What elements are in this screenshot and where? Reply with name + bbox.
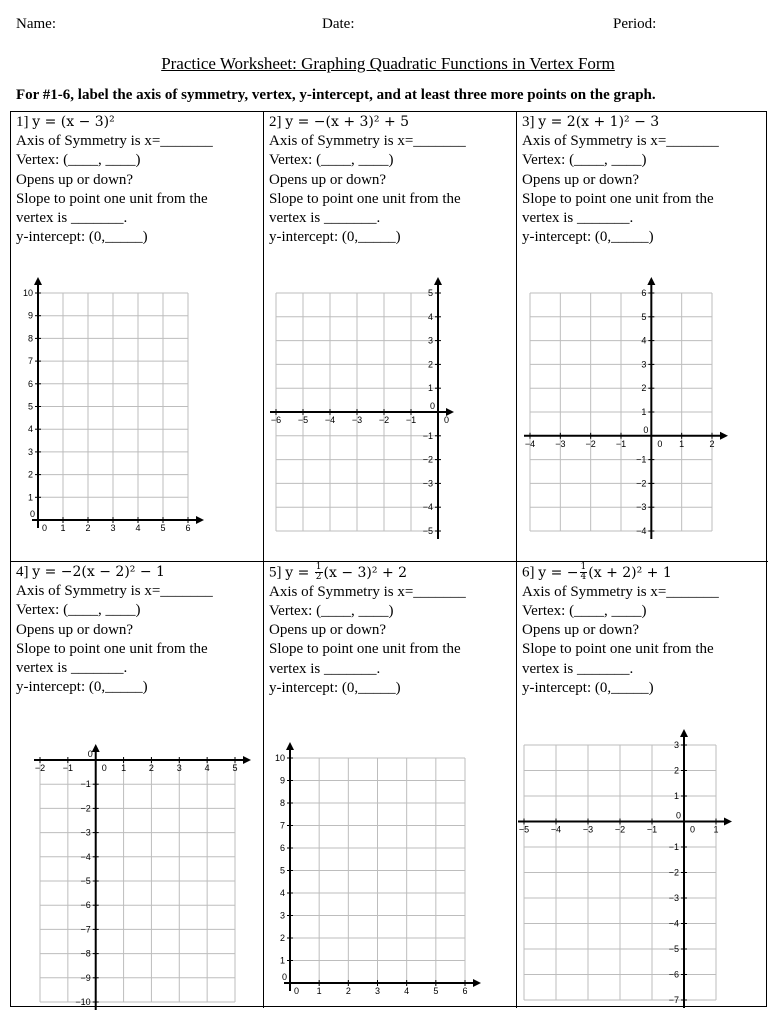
problem-4-line-6: y-intercept: (0,_____)	[16, 679, 148, 696]
x-tick-label: −4	[324, 415, 336, 425]
problem-3-line-5: vertex is _______.	[522, 210, 634, 227]
x-tick-label: 1	[679, 438, 685, 449]
y-tick-label: 4	[427, 311, 433, 322]
x-tick-label: 6	[462, 986, 468, 996]
x-tick-label: 2	[345, 986, 351, 996]
y-tick-label: 2	[27, 469, 33, 480]
name-label: Name:	[16, 16, 56, 32]
coordinate-grid-2	[256, 273, 458, 551]
y-tick-label: 5	[27, 401, 33, 412]
y-tick-label: 4	[641, 335, 647, 346]
y-tick-label: 10	[22, 288, 33, 298]
y-tick-label: 4	[279, 888, 285, 898]
y-axis-arrow	[680, 729, 688, 737]
y-tick-label: 9	[279, 775, 285, 786]
instructions: For #1-6, label the axis of symmetry, vertex, y-intercept, and at least three more points on the graph.	[16, 87, 656, 103]
problem-1-line-4: Slope to point one unit from the	[16, 190, 208, 207]
x-tick-label: 0	[294, 986, 300, 996]
problem-2-line-4: Slope to point one unit from the	[269, 190, 461, 207]
y-tick-label: −3	[636, 502, 647, 513]
x-tick-label: 0	[690, 824, 696, 835]
x-tick-label: 3	[176, 763, 182, 773]
problem-2-equation: 2] y = −(x + 3)² + 5	[269, 114, 410, 130]
x-tick-label: 5	[433, 986, 439, 996]
problem-6-line-3: Opens up or down?	[522, 622, 640, 639]
problem-5-line-3: Opens up or down?	[269, 622, 387, 639]
y-tick-label: −3	[80, 827, 91, 838]
x-tick-label: −5	[518, 824, 530, 835]
date-label: Date:	[322, 16, 355, 32]
x-tick-label: 3	[374, 986, 381, 996]
x-tick-label: −2	[378, 415, 390, 425]
x-tick-label: 0	[101, 763, 107, 773]
y-axis-arrow	[647, 277, 655, 285]
problem-1-line-1: Axis of Symmetry is x=_______	[16, 133, 213, 150]
y-tick-label: 6	[279, 843, 285, 853]
problem-3-line-2: Vertex: (____, ____)	[522, 152, 647, 169]
problem-4-text	[16, 563, 213, 697]
problem-3-line-3: Opens up or down?	[522, 171, 640, 188]
x-tick-label: 0	[444, 415, 450, 425]
y-tick-label: −7	[80, 924, 91, 935]
problem-3-text	[522, 113, 719, 247]
x-axis-arrow	[243, 756, 251, 764]
y-tick-label: −1	[80, 779, 91, 790]
y-tick-label: 2	[673, 765, 679, 776]
y-tick-label: −4	[80, 851, 91, 862]
y-tick-label: −1	[422, 430, 433, 441]
x-tick-label: 0	[42, 523, 48, 533]
x-tick-label: −5	[297, 415, 309, 425]
x-tick-label: 4	[204, 763, 210, 773]
x-tick-label: −1	[615, 438, 627, 449]
problem-4-line-4: Slope to point one unit from the	[16, 640, 208, 657]
x-tick-label: −3	[582, 824, 594, 835]
x-tick-label: −4	[550, 824, 562, 835]
y-tick-label: 0	[87, 749, 93, 759]
y-tick-label: 1	[27, 492, 33, 503]
y-tick-label: −9	[80, 972, 91, 983]
x-tick-label: 2	[85, 523, 91, 533]
y-tick-label: −4	[422, 502, 433, 513]
x-tick-label: 0	[657, 438, 663, 449]
y-tick-label: −8	[80, 948, 91, 959]
y-tick-label: 5	[641, 311, 647, 322]
y-tick-label: −2	[80, 803, 91, 814]
problem-4-line-5: vertex is _______.	[16, 660, 128, 677]
y-axis-arrow	[434, 277, 442, 285]
x-axis-arrow	[196, 516, 204, 524]
y-tick-label: 1	[673, 791, 679, 801]
x-tick-label: 2	[148, 763, 154, 773]
y-tick-label: 7	[27, 356, 33, 367]
problem-2-text	[269, 113, 466, 247]
x-tick-label: −6	[270, 415, 282, 425]
problem-6-text	[522, 563, 719, 698]
y-tick-label: 0	[281, 972, 287, 982]
problem-6-line-1: Axis of Symmetry is x=_______	[522, 583, 719, 600]
problem-5-line-6: y-intercept: (0,_____)	[269, 679, 401, 696]
y-tick-label: −1	[668, 842, 679, 852]
y-tick-label: 0	[429, 401, 435, 411]
y-tick-label: −4	[636, 526, 647, 536]
y-tick-label: 0	[675, 810, 681, 821]
problem-6-line-4: Slope to point one unit from the	[522, 641, 714, 658]
y-tick-label: −6	[80, 900, 91, 911]
x-tick-label: −3	[351, 415, 363, 425]
y-tick-label: −10	[75, 997, 91, 1007]
x-tick-label: 5	[232, 763, 238, 773]
problem-4-equation: 4] y = −2(x − 2)² − 1	[16, 564, 165, 580]
y-tick-label: 0	[643, 424, 649, 435]
y-tick-label: −1	[636, 454, 647, 465]
y-axis-arrow	[34, 277, 42, 285]
y-tick-label: 5	[427, 288, 433, 298]
y-tick-label: 9	[27, 310, 33, 321]
x-axis-arrow	[473, 979, 481, 987]
y-tick-label: −6	[668, 969, 679, 980]
y-tick-label: −5	[80, 876, 91, 886]
problem-3-line-4: Slope to point one unit from the	[522, 190, 714, 207]
y-axis-arrow	[92, 744, 100, 752]
y-tick-label: 0	[29, 509, 35, 519]
y-tick-label: 7	[279, 820, 285, 831]
x-tick-label: −1	[405, 415, 417, 425]
coordinate-grid-3	[510, 273, 732, 551]
problem-1-line-2: Vertex: (____, ____)	[16, 152, 141, 169]
y-tick-label: 3	[427, 335, 433, 346]
problem-5-line-4: Slope to point one unit from the	[269, 641, 461, 658]
coordinate-grid-5	[270, 738, 485, 1003]
y-tick-label: 3	[279, 910, 285, 921]
x-tick-label: −1	[62, 763, 73, 773]
problem-1-text	[16, 113, 213, 247]
x-axis-arrow	[724, 818, 732, 826]
y-tick-label: 1	[279, 955, 285, 966]
x-tick-label: −1	[646, 824, 658, 835]
problem-1-line-3: Opens up or down?	[16, 171, 134, 188]
x-tick-label: 4	[135, 523, 141, 533]
x-axis-arrow	[720, 432, 728, 440]
coordinate-grid-6	[504, 725, 736, 1020]
x-tick-label: −2	[585, 438, 596, 449]
period-label: Period:	[613, 16, 657, 32]
worksheet-title: Practice Worksheet: Graphing Quadratic Functions in Vertex Form	[161, 54, 615, 73]
y-tick-label: −2	[422, 454, 433, 465]
y-tick-label: 6	[27, 378, 33, 389]
problem-5-line-2: Vertex: (____, ____)	[269, 602, 394, 619]
problem-6-equation: 6] y = − $\frac{1}{4}$ (x + 2)² + 1	[522, 562, 672, 582]
y-axis-arrow	[286, 742, 294, 750]
coordinate-grid-4	[20, 740, 255, 1022]
x-tick-label: −2	[34, 763, 46, 773]
y-tick-label: −2	[636, 478, 647, 489]
x-tick-label: 3	[110, 523, 116, 533]
problem-6-line-2: Vertex: (____, ____)	[522, 602, 647, 619]
problem-1-line-6: y-intercept: (0,_____)	[16, 229, 148, 246]
y-tick-label: 2	[279, 933, 285, 943]
y-tick-label: −2	[668, 867, 679, 878]
y-tick-label: −5	[422, 526, 433, 536]
problem-6-line-6: y-intercept: (0,_____)	[522, 679, 654, 696]
problem-1-equation: 1] y = (x − 3)²	[16, 114, 115, 130]
problem-5-line-5: vertex is _______.	[269, 660, 381, 677]
y-tick-label: 1	[641, 407, 647, 417]
x-tick-label: 1	[121, 763, 127, 773]
problem-1-line-5: vertex is _______.	[16, 210, 128, 227]
problem-5-text	[269, 563, 466, 698]
coordinate-grid-1	[18, 273, 208, 540]
y-tick-label: 2	[641, 383, 647, 394]
x-tick-label: 4	[404, 986, 410, 996]
problem-3-line-6: y-intercept: (0,_____)	[522, 229, 654, 246]
y-tick-label: 3	[641, 359, 647, 370]
y-tick-label: 8	[279, 798, 285, 808]
y-tick-label: 3	[27, 446, 33, 457]
problem-4-line-1: Axis of Symmetry is x=_______	[16, 583, 213, 600]
y-tick-label: 2	[427, 359, 433, 370]
problem-5-equation: 5] y = $\frac{1}{2}$ (x − 3)² + 2	[269, 562, 408, 582]
y-tick-label: −4	[668, 918, 679, 929]
x-tick-label: −3	[555, 438, 566, 449]
y-tick-label: −3	[668, 893, 679, 903]
y-tick-label: 6	[641, 288, 647, 298]
y-tick-label: −3	[422, 478, 433, 489]
problem-3-line-1: Axis of Symmetry is x=_______	[522, 133, 719, 150]
problem-6-line-5: vertex is _______.	[522, 660, 634, 677]
x-tick-label: −2	[614, 824, 626, 835]
x-tick-label: 1	[713, 824, 719, 835]
x-tick-label: −4	[524, 438, 536, 449]
x-tick-label: 1	[60, 523, 66, 533]
y-tick-label: 5	[279, 865, 285, 876]
problem-2-line-6: y-intercept: (0,_____)	[269, 229, 401, 246]
problem-5-line-1: Axis of Symmetry is x=_______	[269, 583, 466, 600]
y-tick-label: −7	[668, 995, 679, 1005]
problem-4-line-2: Vertex: (____, ____)	[16, 602, 141, 619]
y-tick-label: 4	[27, 424, 33, 435]
y-tick-label: 1	[427, 383, 433, 394]
x-tick-label: 6	[185, 523, 191, 533]
x-tick-label: 2	[709, 438, 715, 449]
x-tick-label: 1	[316, 986, 322, 996]
y-tick-label: 3	[673, 740, 679, 750]
problem-2-line-1: Axis of Symmetry is x=_______	[269, 133, 466, 150]
problem-4-line-3: Opens up or down?	[16, 621, 134, 638]
problem-2-line-2: Vertex: (____, ____)	[269, 152, 394, 169]
y-tick-label: 10	[274, 753, 285, 763]
problem-3-equation: 3] y = 2(x + 1)² − 3	[522, 114, 660, 130]
y-tick-label: −5	[668, 944, 679, 954]
problem-2-line-5: vertex is _______.	[269, 210, 381, 227]
x-tick-label: 5	[160, 523, 166, 533]
problem-2-line-3: Opens up or down?	[269, 171, 387, 188]
y-tick-label: 8	[27, 333, 33, 344]
